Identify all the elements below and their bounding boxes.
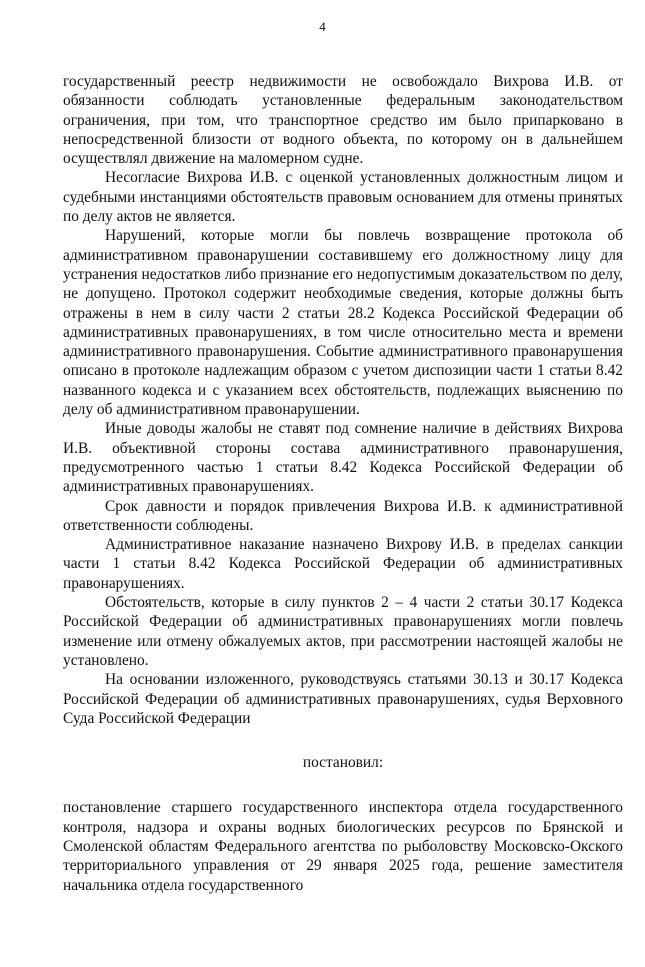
paragraph-continuation: государственный реестр недвижимости не освобождало Вихрова И.В. от обязанности соблюдать установленные федеральным законодательством ограничения, при том, что транспортное средство им было припарковано в непосредственной близости от водного объекта, по которому он в дальнейшем осуществлял движение на маломерном судне. (63, 73, 623, 168)
paragraph-disagreement: Несогласие Вихрова И.В. с оценкой установленных должностным лицом и судебными инстанциями обстоятельств правовым основанием для отмены принятых по делу актов не является. (63, 169, 623, 226)
paragraph-circumstances: Обстоятельств, которые в силу пунктов 2 – 4 части 2 статьи 30.17 Кодекса Российской Федерации об административных правонарушениях могли повлечь изменение или отмену обжалуемых актов, при рассмотрении настоящей жалобы не установлено. (63, 594, 623, 669)
document-body (63, 72, 623, 895)
decision-heading: постановил: (302, 754, 384, 772)
page-number: 4 (319, 19, 326, 34)
paragraph-other-arguments: Иные доводы жалобы не ставят под сомнение наличие в действиях Вихрова И.В. объективной стороны состава административного правонарушения, предусмотренного частью 1 статьи 8.42 Кодекса Российской Федерации об административных правонарушениях. (63, 420, 623, 496)
paragraph-limitation-period: Срок давности и порядок привлечения Вихрова И.В. к административной ответственности соблюдены. (63, 497, 623, 534)
paragraph-penalty: Административное наказание назначено Вихрову И.В. в пределах санкции части 1 статьи 8.42 Кодекса Российской Федерации об административных правонарушениях. (63, 536, 623, 592)
paragraph-grounds: На основании изложенного, руководствуясь статьями 30.13 и 30.17 Кодекса Российской Федерации об административных правонарушениях, судья Верховного Суда Российской Федерации (63, 671, 623, 727)
paragraph-resolution: постановление старшего государственного инспектора отдела государственного контроля, надзора и охраны водных биологических ресурсов по Брянской и Смоленской областям Федерального агентства по рыболовству Московско-Окского территориального управления от 29 января 2025 года, решение заместителя начальника отдела государственного (63, 799, 623, 894)
paragraph-violations: Нарушений, которые могли бы повлечь возвращение протокола об административном правонарушении составившему его должностному лицу для устранения недостатков либо признание его недопустимым доказательством по делу, не допущено. Протокол содержит необходимые сведения, которые должны быть отражены в нем в силу части 2 статьи 28.2 Кодекса Российской Федерации об административных правонарушениях, в том числе относительно места и времени административного правонарушения. Событие административного правонарушения описано в протоколе надлежащим образом с учетом диспозиции части 1 статьи 8.42 названного кодекса и с указанием всех обстоятельств, подлежащих выяснению по делу об административном правонарушении. (63, 227, 623, 419)
